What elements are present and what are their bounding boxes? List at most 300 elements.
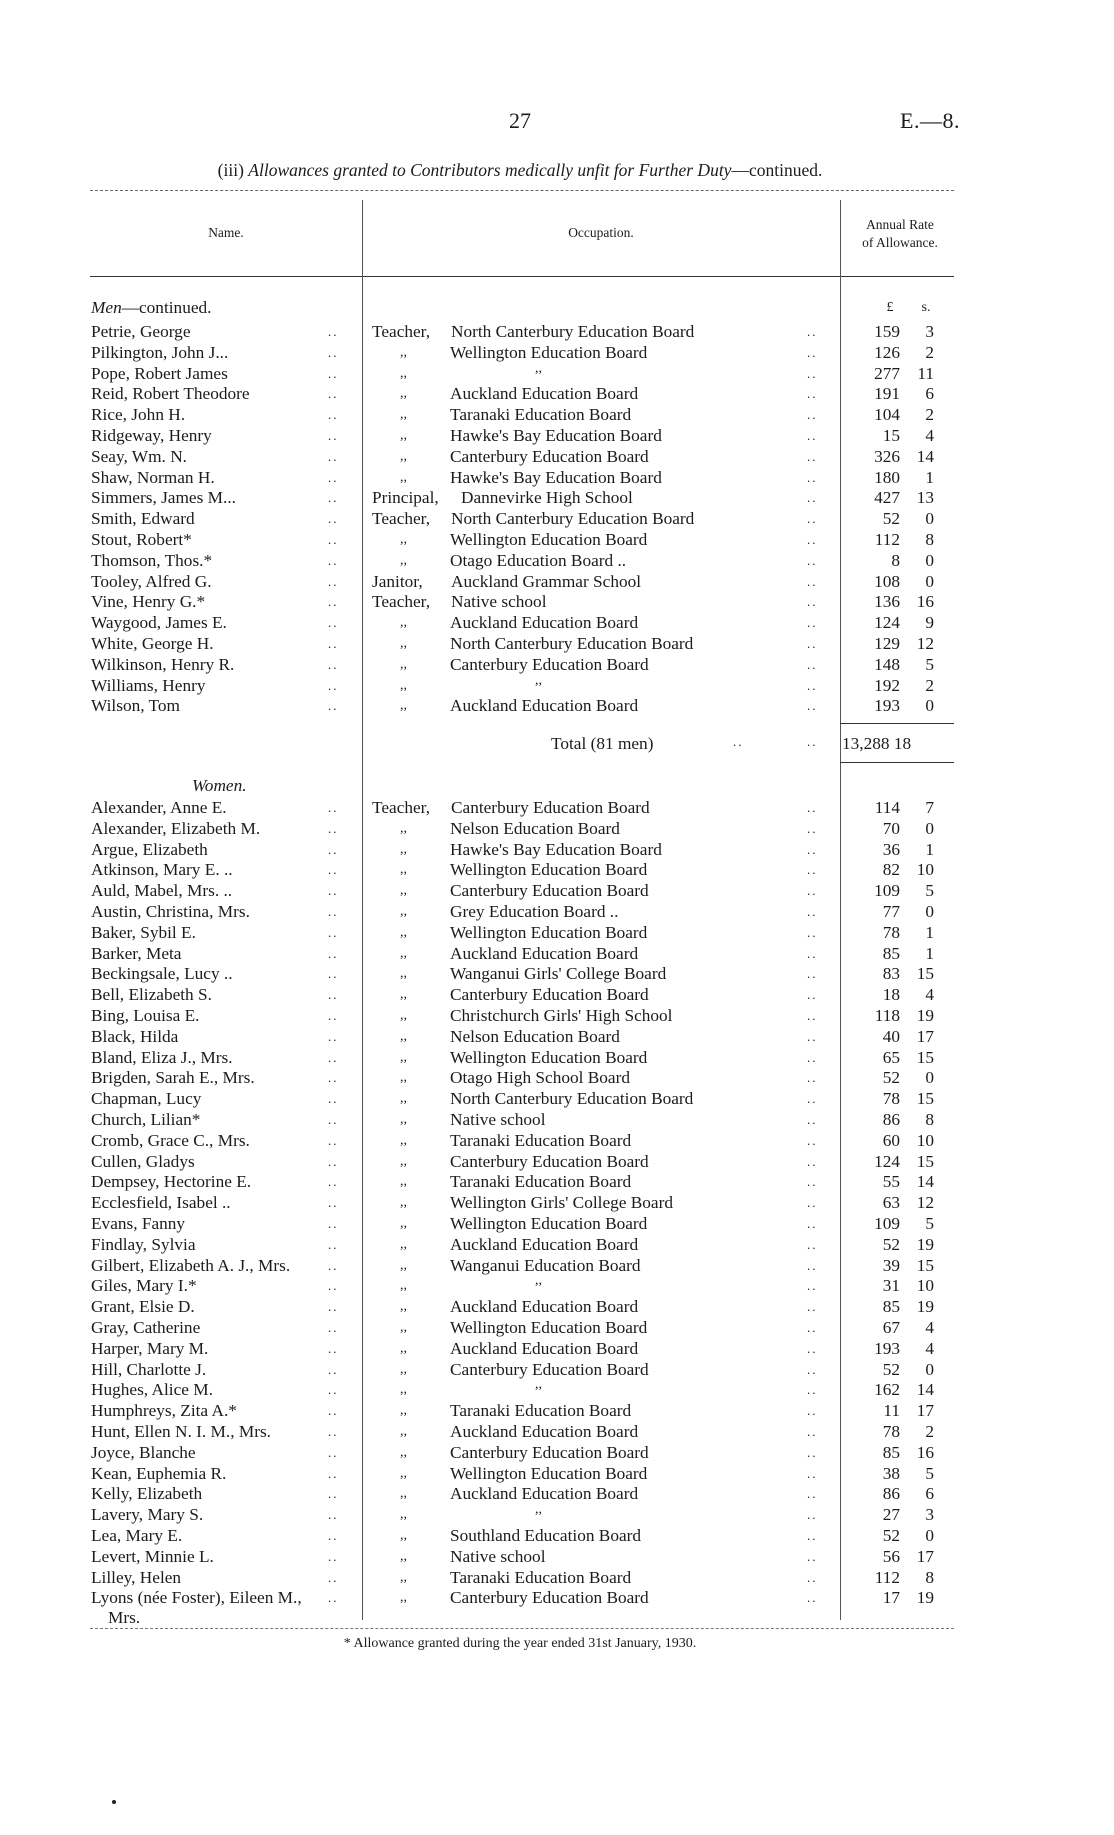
leader-dots: .. <box>328 945 339 961</box>
table-row <box>0 880 1114 901</box>
shillings-cell: 0 <box>925 550 934 570</box>
occupation-prefix: ,, <box>400 636 407 651</box>
pounds-cell: 67 <box>882 1318 900 1337</box>
table-row <box>0 1234 1114 1255</box>
pounds-cell: 52 <box>882 1068 900 1088</box>
table-row <box>0 818 1114 839</box>
table-row <box>0 487 1114 508</box>
table-row <box>0 1192 1114 1213</box>
leader-dots: .. <box>807 1528 818 1543</box>
table-row <box>0 1442 1114 1463</box>
occupation-body: ,, <box>535 360 542 376</box>
pounds-cell: 78 <box>882 922 900 942</box>
occupation-prefix: ,, <box>400 1216 407 1231</box>
pounds-cell: 52 <box>882 1359 900 1379</box>
name-cell: Petrie, George <box>91 322 191 341</box>
occupation-body: Auckland Education Board <box>450 1338 639 1358</box>
leader-dots: .. <box>807 1548 818 1564</box>
name-cell: Alexander, Elizabeth M. <box>91 818 261 838</box>
occupation-prefix: ,, <box>400 1236 407 1252</box>
shillings-cell: 10 <box>916 860 934 880</box>
occupation-prefix: ,, <box>400 615 407 631</box>
table-row <box>0 446 1114 467</box>
occupation-body: Auckland Education Board <box>450 696 639 716</box>
name-cell: Humphreys, Zita A.* <box>91 1401 237 1421</box>
occupation-body: Wellington Education Board <box>450 342 648 362</box>
occupation-body: Canterbury Education Board <box>451 798 650 817</box>
leader-dots: .. <box>807 1257 818 1273</box>
occupation-prefix: ,, <box>400 841 407 857</box>
pounds-cell: 159 <box>874 322 900 341</box>
occupation-body: Hawke's Bay Education Board <box>450 839 662 859</box>
occupation-prefix: ,, <box>400 1382 407 1398</box>
table-row <box>0 1421 1114 1442</box>
table-row <box>0 943 1114 964</box>
pounds-cell: 192 <box>874 675 900 695</box>
col-head-occupation: Occupation. <box>568 225 634 240</box>
occupation-body: Wellington Girls' College Board <box>450 1193 673 1213</box>
occupation-prefix: ,, <box>400 1257 407 1273</box>
occupation-prefix: ,, <box>400 1465 407 1481</box>
name-cell: Ridgeway, Henry <box>91 426 212 445</box>
continuation-line: Mrs. <box>108 1608 141 1627</box>
name-cell: Gilbert, Elizabeth A. J., Mrs. <box>91 1255 291 1275</box>
occupation-prefix: Teacher, <box>372 322 431 341</box>
shillings-cell: 5 <box>925 1463 934 1483</box>
shillings-cell: 17 <box>916 1026 934 1046</box>
leader-dots: .. <box>807 1049 818 1065</box>
pounds-cell: 8 <box>891 550 900 570</box>
table-row <box>0 1005 1114 1026</box>
occupation-prefix: ,, <box>400 1424 407 1439</box>
shillings-cell: 4 <box>925 1338 934 1358</box>
occupation-body: Nelson Education Board <box>450 818 620 838</box>
table-row <box>0 633 1114 654</box>
leader-dots: .. <box>328 841 339 857</box>
shillings-cell: 8 <box>925 530 934 549</box>
occupation-prefix: ,, <box>400 1548 407 1564</box>
shillings-cell: 0 <box>925 571 934 591</box>
occupation-prefix: ,, <box>400 1112 407 1127</box>
shillings-cell: 5 <box>925 881 934 901</box>
leader-dots: .. <box>807 1424 818 1439</box>
occupation-body: Taranaki Education Board <box>450 1567 632 1587</box>
leader-dots: .. <box>807 1216 818 1231</box>
leader-dots: .. <box>328 883 339 899</box>
occupation-body: Wellington Education Board <box>450 922 648 942</box>
occupation-body: Auckland Education Board <box>450 1234 639 1254</box>
occupation-prefix: ,, <box>400 820 407 836</box>
occupation-body: ,, <box>535 1502 542 1518</box>
name-cell: Lyons (née Foster), Eileen M., <box>91 1588 302 1608</box>
leader-dots: .. <box>328 1049 339 1065</box>
table-row <box>0 1130 1114 1151</box>
name-cell: Evans, Fanny <box>91 1214 186 1233</box>
occupation-prefix: ,, <box>400 1444 407 1460</box>
occupation-prefix: ,, <box>400 924 407 940</box>
pounds-cell: 112 <box>874 1567 900 1587</box>
pounds-cell: 11 <box>883 1401 900 1421</box>
footnote: * Allowance granted during the year ended 31st January, 1930. <box>343 1636 697 1651</box>
name-cell: Tooley, Alfred G. <box>91 571 212 591</box>
occupation-body: Native school <box>450 1546 546 1566</box>
leader-dots: .. <box>807 490 818 506</box>
name-cell: Atkinson, Mary E. .. <box>91 860 233 880</box>
name-cell: Lavery, Mary S. <box>91 1505 204 1525</box>
shillings-cell: 19 <box>916 1297 934 1317</box>
shillings-cell: 13 <box>916 488 934 508</box>
shillings-cell: 16 <box>916 1442 934 1462</box>
leader-dots: .. <box>328 1195 339 1211</box>
table-row <box>0 1587 1114 1608</box>
table-row <box>0 1255 1114 1276</box>
name-cell: Harper, Mary M. <box>91 1338 209 1358</box>
table-row <box>0 654 1114 675</box>
occupation-body: ,, <box>535 672 542 688</box>
occupation-prefix: ,, <box>400 344 407 360</box>
leader-dots: .. <box>328 490 339 506</box>
occupation-body: Wanganui Education Board <box>450 1255 641 1275</box>
occupation-body: Canterbury Education Board <box>450 1442 649 1462</box>
occupation-body: North Canterbury Education Board <box>451 322 695 341</box>
shillings-cell: 15 <box>916 1047 934 1067</box>
leader-dots: .. <box>807 924 818 940</box>
name-cell: Kelly, Elizabeth <box>91 1484 203 1504</box>
shillings-cell: 5 <box>925 654 934 674</box>
occupation-prefix: ,, <box>400 428 407 443</box>
leader-dots: .. <box>807 469 818 485</box>
pounds-cell: 85 <box>882 943 900 963</box>
occupation-prefix: ,, <box>400 1195 407 1211</box>
occupation-prefix: ,, <box>400 1569 407 1585</box>
leader-dots: .. <box>328 1008 339 1023</box>
men-heading-label: Men <box>91 298 122 317</box>
occupation-body: Auckland Education Board <box>450 384 639 404</box>
men-heading-suffix: —continued. <box>121 298 212 317</box>
name-cell: Bing, Louisa E. <box>91 1006 200 1025</box>
occupation-body: Native school <box>451 592 547 612</box>
leader-dots: .. <box>807 945 818 961</box>
shillings-cell: 8 <box>925 1110 934 1129</box>
leader-dots: .. <box>328 573 339 589</box>
pounds-cell: 83 <box>882 964 900 984</box>
shillings-cell: 0 <box>925 902 934 921</box>
occupation-body: Dannevirke High School <box>461 488 633 508</box>
table-row <box>0 1151 1114 1172</box>
occupation-prefix: ,, <box>400 1070 407 1086</box>
col-head-rate-line1: Annual Rate <box>866 217 934 232</box>
leader-dots: .. <box>328 677 339 693</box>
pounds-cell: 52 <box>882 509 900 529</box>
leader-dots: .. <box>328 1091 339 1107</box>
name-cell: Vine, Henry G.* <box>91 592 206 612</box>
pounds-cell: 180 <box>874 467 900 487</box>
table-row <box>0 963 1114 984</box>
leader-dots: .. <box>807 987 818 1003</box>
name-cell: Beckingsale, Lucy .. <box>91 964 233 984</box>
table-row <box>0 1317 1114 1338</box>
table-row <box>0 1296 1114 1317</box>
table-row <box>0 1109 1114 1130</box>
table-row <box>0 360 1114 384</box>
pounds-cell: 65 <box>882 1047 900 1067</box>
table-row <box>0 1088 1114 1109</box>
leader-dots: .. <box>807 1444 818 1460</box>
shillings-cell: 9 <box>925 613 934 633</box>
leader-dots: .. <box>328 344 339 360</box>
leader-dots: .. <box>328 1070 339 1086</box>
occupation-body: Canterbury Education Board <box>450 1359 649 1379</box>
table-header-rule <box>90 276 954 277</box>
name-cell: Williams, Henry <box>91 675 206 695</box>
table-row <box>0 695 1114 716</box>
shillings-cell: 0 <box>925 1068 934 1088</box>
shillings-cell: 15 <box>916 1151 934 1171</box>
total-value: 13,288 18 <box>842 734 912 753</box>
table-row <box>0 859 1114 880</box>
title-suffix: —continued. <box>731 160 823 180</box>
leader-dots: .. <box>328 552 339 568</box>
occupation-prefix: ,, <box>400 945 407 961</box>
leader-dots: .. <box>328 862 339 878</box>
pounds-cell: 15 <box>882 426 900 445</box>
leader-dots: .. <box>328 1590 339 1606</box>
leader-dots: .. <box>328 800 339 815</box>
shillings-cell: 1 <box>925 839 934 859</box>
leader-dots: .. <box>328 1528 339 1543</box>
shillings-cell: 0 <box>925 509 934 529</box>
table-row <box>0 1504 1114 1525</box>
pounds-cell: 124 <box>874 1151 900 1171</box>
table-row <box>0 508 1114 529</box>
pounds-cell: 112 <box>874 530 900 549</box>
shillings-cell: 19 <box>916 1234 934 1254</box>
leader-dots: .. <box>328 1465 339 1481</box>
table-row <box>0 1171 1114 1192</box>
occupation-body: Wellington Education Board <box>450 1214 648 1233</box>
name-cell: Barker, Meta <box>91 943 182 963</box>
table-row <box>0 550 1114 571</box>
occupation-prefix: ,, <box>400 407 407 423</box>
shillings-cell: 2 <box>925 342 934 362</box>
occupation-prefix: ,, <box>400 1091 407 1107</box>
occupation-body: Canterbury Education Board <box>450 881 649 901</box>
shillings-cell: 12 <box>916 1193 934 1213</box>
name-cell: Argue, Elizabeth <box>91 839 208 859</box>
leader-dots: .. <box>807 677 818 693</box>
pounds-cell: 193 <box>874 1338 900 1358</box>
name-cell: Lea, Mary E. <box>91 1526 183 1545</box>
leader-dots: .. <box>328 1486 339 1502</box>
shillings-cell: 2 <box>925 1422 934 1441</box>
table-row <box>0 383 1114 404</box>
shillings-cell: 3 <box>925 1505 934 1525</box>
name-cell: Grant, Elsie D. <box>91 1297 195 1317</box>
leader-dots: .. <box>807 1361 818 1377</box>
table-row <box>0 1338 1114 1359</box>
leader-dots: .. <box>328 1028 339 1044</box>
leader-dots: .. <box>328 1278 339 1294</box>
total-rule-bottom <box>840 762 954 763</box>
leader-dots: .. <box>807 1403 818 1419</box>
pounds-cell: 60 <box>882 1130 900 1150</box>
occupation-prefix: ,, <box>400 1486 407 1502</box>
leader-dots: .. <box>807 656 818 672</box>
pounds-cell: 27 <box>882 1505 900 1525</box>
occupation-body: Hawke's Bay Education Board <box>450 467 662 487</box>
leader-dots: .. <box>328 966 339 982</box>
occupation-prefix: ,, <box>400 1132 407 1148</box>
pounds-cell: 39 <box>882 1255 900 1275</box>
name-cell: Stout, Robert* <box>91 530 192 549</box>
name-cell: White, George H. <box>91 634 214 653</box>
occupation-prefix: ,, <box>400 1049 407 1065</box>
pounds-cell: 326 <box>874 446 900 466</box>
occupation-body: North Canterbury Education Board <box>450 634 694 653</box>
shillings-cell: 14 <box>916 446 934 466</box>
pounds-cell: 52 <box>882 1526 900 1545</box>
leader-dots: .. <box>328 987 339 1003</box>
leader-dots: .. <box>328 1382 339 1398</box>
table-row <box>0 1275 1114 1296</box>
occupation-body: Taranaki Education Board <box>450 1172 632 1192</box>
leader-dots: .. <box>328 924 339 940</box>
shillings-cell: 3 <box>925 322 934 341</box>
table-row <box>0 591 1114 612</box>
leader-dots: .. <box>807 1008 818 1023</box>
pounds-cell: 55 <box>882 1172 900 1192</box>
pounds-cell: 148 <box>874 654 900 674</box>
occupation-prefix: ,, <box>400 1361 407 1377</box>
shillings-cell: 5 <box>925 1214 934 1233</box>
table-row <box>0 404 1114 425</box>
occupation-body: Auckland Education Board <box>450 1484 639 1504</box>
shillings-cell: 17 <box>916 1401 934 1421</box>
shillings-cell: 1 <box>925 943 934 963</box>
total-dots-2: .. <box>807 734 818 749</box>
occupation-body: Canterbury Education Board <box>450 654 649 674</box>
name-cell: Dempsey, Hectorine E. <box>91 1172 252 1192</box>
table-row <box>0 839 1114 860</box>
pounds-cell: 108 <box>874 571 900 591</box>
occupation-body: ,, <box>535 1377 542 1393</box>
occupation-prefix: Teacher, <box>372 592 431 612</box>
leader-dots: .. <box>807 1091 818 1107</box>
page-number: 27 <box>509 108 531 133</box>
pounds-cell: 78 <box>882 1089 900 1109</box>
occupation-prefix: ,, <box>400 987 407 1003</box>
pounds-cell: 109 <box>874 881 900 901</box>
leader-dots: .. <box>807 428 818 443</box>
title-prefix: (iii) <box>217 160 244 180</box>
name-cell: Austin, Christina, Mrs. <box>91 902 250 921</box>
occupation-prefix: ,, <box>400 1528 407 1543</box>
women-heading: Women. <box>192 776 247 795</box>
occupation-body: Taranaki Education Board <box>450 405 632 425</box>
leader-dots: .. <box>807 448 818 464</box>
occupation-body: Otago Education Board .. <box>450 550 627 570</box>
table-row <box>0 1483 1114 1504</box>
occupation-body: Southland Education Board <box>450 1526 642 1545</box>
leader-dots: .. <box>328 1444 339 1460</box>
pounds-cell: 17 <box>882 1588 900 1608</box>
leader-dots: .. <box>807 365 818 381</box>
occupation-prefix: ,, <box>400 1340 407 1356</box>
name-cell: Wilkinson, Henry R. <box>91 654 235 674</box>
leader-dots: .. <box>807 573 818 589</box>
name-cell: Smith, Edward <box>91 509 195 529</box>
leader-dots: .. <box>328 1112 339 1127</box>
name-cell: Rice, John H. <box>91 405 186 425</box>
pounds-cell: 85 <box>882 1297 900 1317</box>
occupation-body: Auckland Education Board <box>450 1297 639 1317</box>
pounds-cell: 40 <box>882 1026 900 1046</box>
name-cell: Hughes, Alice M. <box>91 1380 213 1400</box>
shillings-cell: 1 <box>925 922 934 942</box>
pounds-cell: 70 <box>882 818 900 838</box>
leader-dots: .. <box>807 1299 818 1315</box>
table-row <box>0 321 1114 342</box>
occupation-body: Taranaki Education Board <box>450 1401 632 1421</box>
name-cell: Levert, Minnie L. <box>91 1546 214 1566</box>
leader-dots: .. <box>807 407 818 423</box>
shillings-cell: 6 <box>925 1484 934 1504</box>
occupation-prefix: ,, <box>400 677 407 693</box>
name-cell: Hill, Charlotte J. <box>91 1359 207 1379</box>
leader-dots: .. <box>328 428 339 443</box>
pounds-cell: 118 <box>874 1006 900 1025</box>
shillings-cell: 4 <box>925 426 934 445</box>
leader-dots: .. <box>328 1569 339 1585</box>
pounds-cell: 104 <box>874 405 900 425</box>
name-cell: Waygood, James E. <box>91 613 227 633</box>
col-head-rate-line2: of Allowance. <box>862 235 938 250</box>
shillings-cell: 7 <box>925 798 934 817</box>
pounds-cell: 124 <box>874 613 900 633</box>
name-cell: Chapman, Lucy <box>91 1089 202 1109</box>
occupation-prefix: Teacher, <box>372 509 431 529</box>
table-row <box>0 1359 1114 1380</box>
leader-dots: .. <box>328 1548 339 1564</box>
title-italic: Allowances granted to Contributors medically unfit for Further Duty <box>248 160 732 180</box>
leader-dots: .. <box>328 1174 339 1190</box>
leader-dots: .. <box>328 386 339 402</box>
shillings-cell: 19 <box>916 1588 934 1608</box>
name-cell: Lilley, Helen <box>91 1567 182 1587</box>
occupation-body: Wellington Education Board <box>450 530 648 549</box>
leader-dots: .. <box>328 1132 339 1148</box>
name-cell: Thomson, Thos.* <box>91 550 213 570</box>
pounds-cell: 109 <box>874 1214 900 1233</box>
occupation-prefix: ,, <box>400 904 407 919</box>
name-cell: Shaw, Norman H. <box>91 467 215 487</box>
table-row <box>0 1067 1114 1088</box>
pounds-cell: 191 <box>874 384 900 404</box>
occupation-body: Hawke's Bay Education Board <box>450 426 662 445</box>
leader-dots: .. <box>328 698 339 714</box>
leader-dots: .. <box>807 820 818 836</box>
shillings-cell: 0 <box>925 1526 934 1545</box>
leader-dots: .. <box>328 615 339 631</box>
table-row <box>0 901 1114 922</box>
occupation-prefix: ,, <box>400 883 407 899</box>
table-row <box>0 1546 1114 1567</box>
occupation-body: ,, <box>535 1273 542 1289</box>
leader-dots: .. <box>807 636 818 651</box>
leader-dots: .. <box>807 1153 818 1169</box>
occupation-body: Wellington Education Board <box>450 1463 648 1483</box>
shillings-cell: 4 <box>925 985 934 1005</box>
